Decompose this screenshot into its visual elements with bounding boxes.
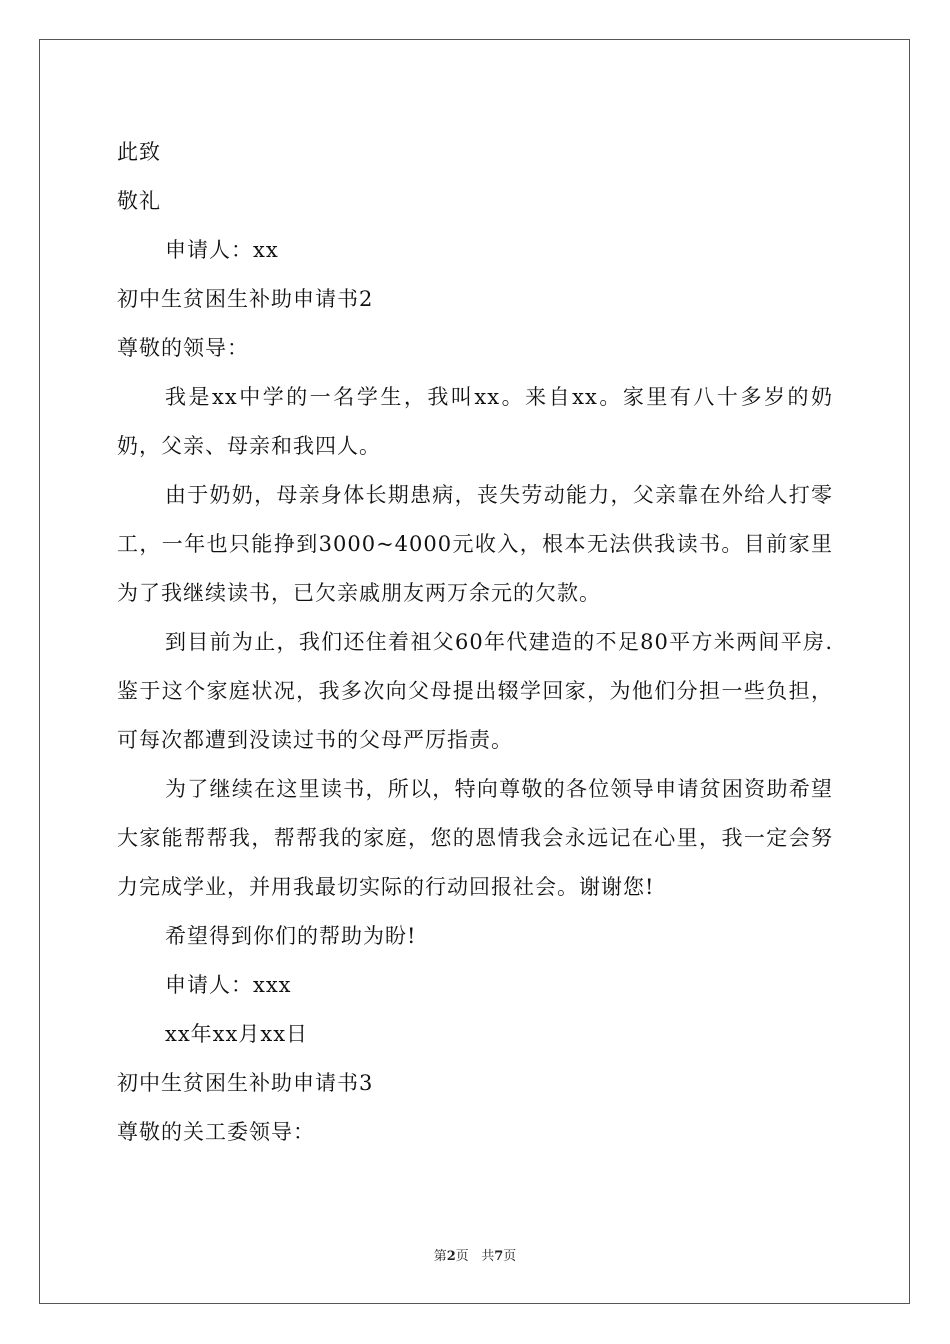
section-title-2: 初中生贫困生补助申请书2	[117, 287, 374, 311]
paragraph-1: 我是xx中学的一名学生，我叫xx。来自xx。家里有八十多岁的奶奶，父亲、母亲和我四人。	[117, 385, 833, 458]
footer-prefix: 第	[433, 1249, 447, 1264]
page-footer	[0, 1245, 950, 1264]
footer-current-page: 2	[446, 1249, 456, 1264]
closing-line-2: 敬礼	[117, 189, 161, 213]
section-title-3: 初中生贫困生补助申请书3	[117, 1071, 374, 1095]
footer-page-suffix: 页	[455, 1249, 469, 1264]
date-line: xx年xx月xx日	[165, 1022, 309, 1046]
paragraph-4: 为了继续在这里读书，所以，特向尊敬的各位领导申请贫困资助希望大家能帮帮我，帮帮我的家庭，您的恩情我会永远记在心里，我一定会努力完成学业，并用我最切实际的行动回报社会。谢谢您!	[117, 777, 833, 899]
salutation-3: 尊敬的关工委领导：	[117, 1120, 315, 1144]
signature-line-1: 申请人：xx	[165, 238, 279, 262]
paragraph-3: 到目前为止，我们还住着祖父60年代建造的不足80平方米两间平房.鉴于这个家庭状况，我多次向父母提出辍学回家，为他们分担一些负担，可每次都遭到没读过书的父母严厉指责。	[117, 630, 833, 752]
salutation-2: 尊敬的领导：	[117, 336, 249, 360]
closing-line-1: 此致	[117, 140, 161, 164]
footer-total-suffix: 页	[503, 1249, 517, 1264]
footer-total-pages: 7	[494, 1249, 504, 1264]
signature-line-2: 申请人：xxx	[165, 973, 292, 997]
hope-line: 希望得到你们的帮助为盼!	[165, 924, 417, 948]
paragraph-2: 由于奶奶，母亲身体长期患病，丧失劳动能力，父亲靠在外给人打零工，一年也只能挣到3000~4000元收入，根本无法供我读书。目前家里为了我继续读书，已欠亲戚朋友两万余元的欠款。	[117, 483, 833, 605]
footer-total-prefix: 共	[481, 1249, 495, 1264]
document-body	[117, 128, 833, 1157]
